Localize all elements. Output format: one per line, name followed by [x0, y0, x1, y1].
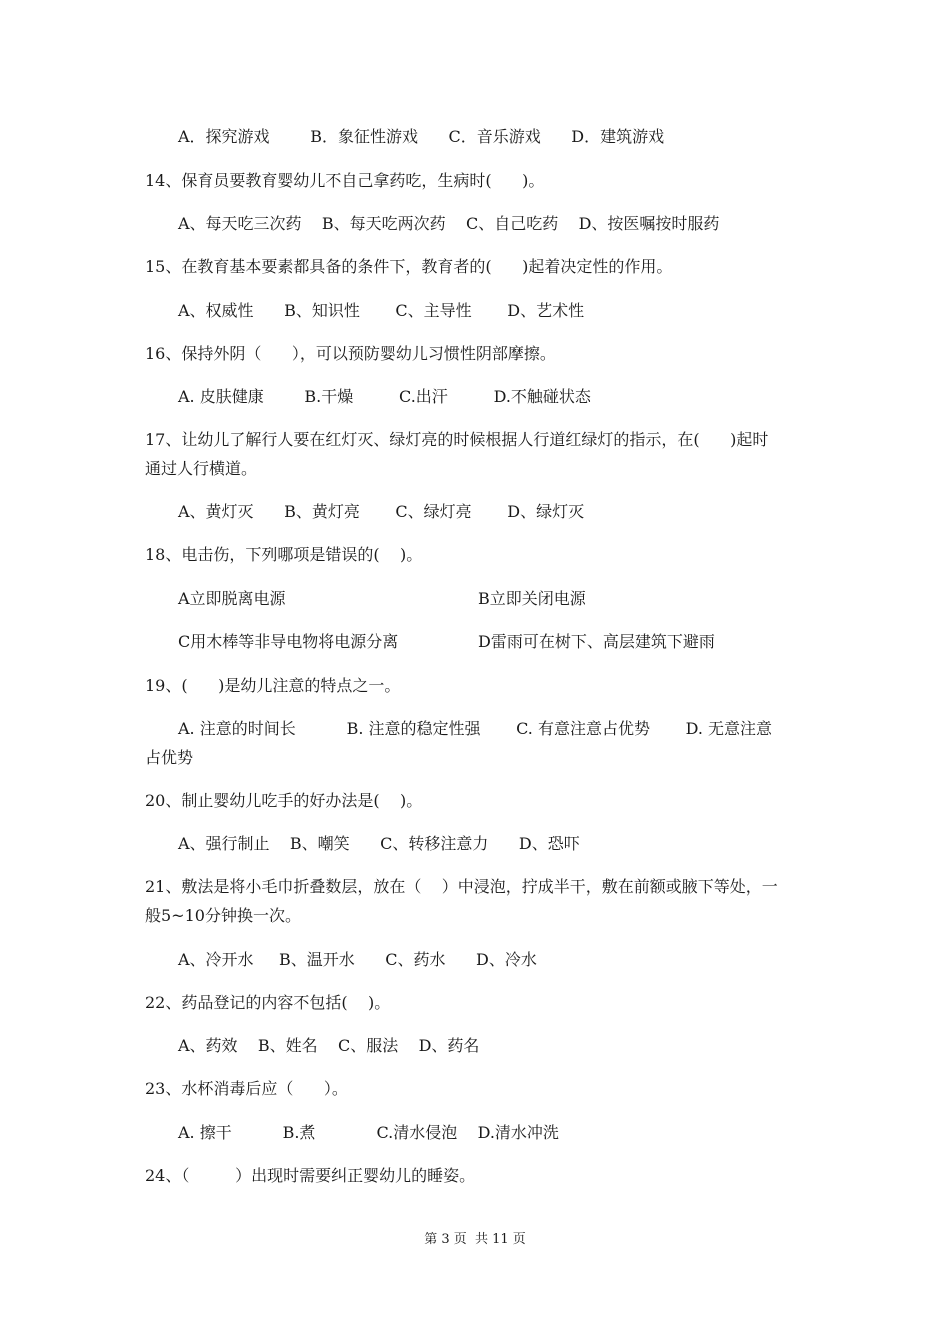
q23-options: A. 擦干 B.煮 C.清水侵泡 D.清水冲洗 [178, 1123, 559, 1142]
q17-stem: 17、让幼儿了解行人要在红灯灭、绿灯亮的时候根据人行道红绿灯的指示，在( )起时 [145, 430, 769, 449]
q16-stem: 16、保持外阴（ ），可以预防婴幼儿习惯性阴部摩擦。 [145, 344, 556, 363]
q17-options: A、黄灯灭 B、黄灯亮 C、绿灯亮 D、绿灯灭 [178, 502, 585, 521]
q19-options-continued: 占优势 [145, 748, 194, 767]
q19-stem: 19、( )是幼儿注意的特点之一。 [145, 676, 401, 695]
q23-stem: 23、水杯消毒后应（ ）。 [145, 1079, 348, 1098]
q22-stem: 22、药品登记的内容不包括( )。 [145, 993, 391, 1012]
q18-option-c: C用木棒等非导电物将电源分离 [178, 632, 399, 651]
q19-options: A. 注意的时间长 B. 注意的稳定性强 C. 有意注意占优势 D. 无意注意 [178, 719, 772, 738]
q20-options: A、强行制止 B、嘲笑 C、转移注意力 D、恐吓 [178, 834, 580, 853]
q14-stem: 14、保育员要教育婴幼儿不自己拿药吃，生病时( )。 [145, 171, 545, 190]
q15-stem: 15、在教育基本要素都具备的条件下，教育者的( )起着决定性的作用。 [145, 257, 673, 276]
q24-stem: 24、（ ）出现时需要纠正婴幼儿的睡姿。 [145, 1166, 476, 1185]
q20-stem: 20、制止婴幼儿吃手的好办法是( )。 [145, 791, 423, 810]
q17-stem-continued: 通过人行横道。 [145, 459, 258, 478]
q14-options: A、每天吃三次药 B、每天吃两次药 C、自己吃药 D、按医嘱按时服药 [178, 214, 720, 233]
q15-options: A、权威性 B、知识性 C、主导性 D、艺术性 [178, 301, 585, 320]
q21-stem: 21、敷法是将小毛巾折叠数层，放在（ ）中浸泡，拧成半干，敷在前额或腋下等处，一 [145, 877, 778, 896]
q18-option-d: D雷雨可在树下、高层建筑下避雨 [478, 632, 715, 651]
page-footer: 第 3 页 共 11 页 [424, 1232, 526, 1247]
q21-stem-continued: 般5~10分钟换一次。 [145, 906, 301, 925]
q18-option-b: B立即关闭电源 [478, 589, 586, 608]
q21-options: A、冷开水 B、温开水 C、药水 D、冷水 [178, 950, 537, 969]
q13-options: A．探究游戏 B．象征性游戏 C．音乐游戏 D．建筑游戏 [178, 127, 665, 146]
q16-options: A. 皮肤健康 B.干燥 C.出汗 D.不触碰状态 [178, 387, 591, 406]
q18-option-a: A立即脱离电源 [178, 589, 286, 608]
q18-stem: 18、电击伤，下列哪项是错误的( )。 [145, 545, 423, 564]
q22-options: A、药效 B、姓名 C、服法 D、药名 [178, 1036, 480, 1055]
